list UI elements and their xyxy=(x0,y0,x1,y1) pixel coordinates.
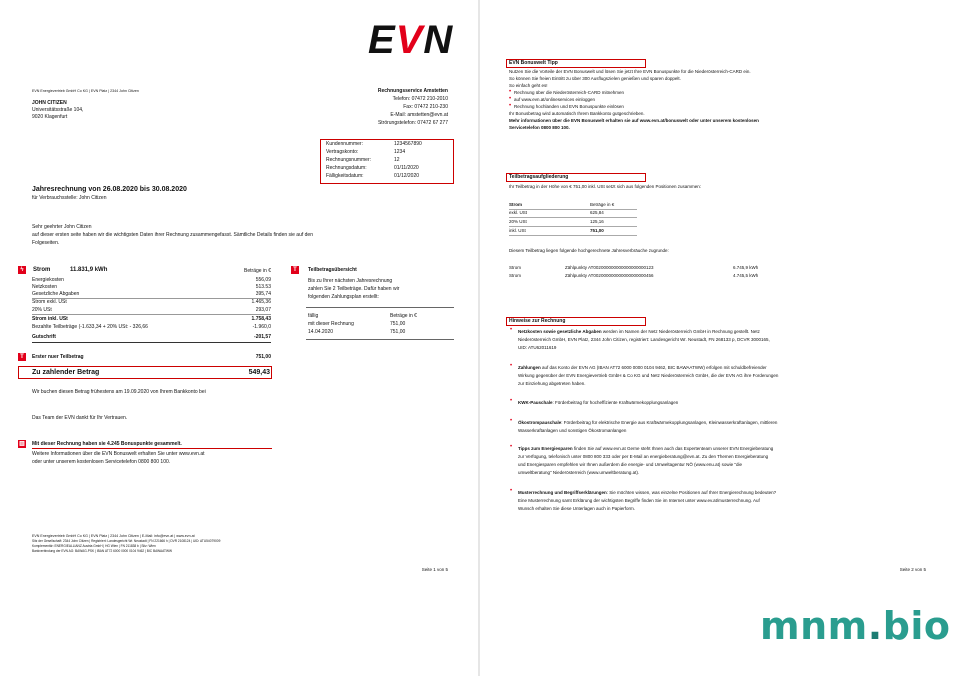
bonus-underline xyxy=(32,448,272,449)
hinweis-line: zur Verfügung, telefonisch unter 0800 800 333 oder per E-Mail an energieberatung@evn.at. Zu den Themen Energieberatung xyxy=(518,454,769,459)
partial-overview-text: folgenden Zahlungsplan erstellt: xyxy=(308,294,379,300)
teilbetrag-row-value: 625,84 xyxy=(590,210,604,215)
info-label-4: Fälligkeitsdatum: xyxy=(326,173,364,179)
info-value-3: 01/11/2020 xyxy=(394,165,419,171)
info-label-1: Vertragskonto: xyxy=(326,149,359,155)
teilbetrag-head-label: Strom xyxy=(509,202,523,207)
meter-point: Zählpunkty AT002000000000000000000456 xyxy=(565,273,654,278)
strom-row-label: Gutschrift xyxy=(32,334,56,340)
gift-icon: ▥ xyxy=(19,441,25,447)
intro-line-2: Folgeseiten. xyxy=(32,240,60,246)
service-title: Rechnungsservice Amstetten xyxy=(377,88,448,94)
hinweis-line: Niederösterreich GmbH, EVN Platz, 2344 John Citizen, registriert: Landesgericht Wr. Neustadt, FN 268133 p, DCVR 3000165, xyxy=(518,337,770,342)
bonus-tipp-line: Nutzen Sie die Vorteile der EVN Bonuswelt und lösen Sie jetzt Ihre EVN Bonuspunkte für die Niederösterreich-CARD ein. xyxy=(509,69,751,74)
bonus-tipp-bold: Servicetelefon 0800 800 100. xyxy=(509,125,570,130)
strom-row-value: 1.465,36 xyxy=(251,299,271,305)
strom-row-label: Strom inkl. USt xyxy=(32,316,68,322)
bullet-icon: • xyxy=(510,327,513,333)
teilbetrag-row-label: inkl. USt xyxy=(509,228,526,233)
divider xyxy=(32,298,271,299)
info-value-1: 1234 xyxy=(394,149,406,155)
first-partial-label: Erster nuer Teilbetrag xyxy=(32,354,84,360)
bonus-tipp-bullet: Rechnung über die Niederösterreich-CARD mitnehmen xyxy=(514,90,625,95)
footer-line: Bankverbindung der EVN AG: BAWAG-PSK | IBAN AT72 6000 0000 0104 9462 | BIC BAWAATWW xyxy=(32,549,172,553)
bonus-title: Mit dieser Rechnung haben sie 4.245 Bonuspunkte gesammelt. xyxy=(32,441,182,447)
divider xyxy=(32,314,271,315)
info-label-3: Rechnungsdatum: xyxy=(326,165,367,171)
hinweis-line: zur Einziehung abgetreten haben. xyxy=(518,381,586,386)
bonus-tipp-bullet: auf www.evn.at/onlineservices einloggen xyxy=(514,97,596,102)
partial-row-label: 14.04.2020 xyxy=(308,329,334,335)
bullet-icon: • xyxy=(510,363,513,369)
page-number: Seite 2 von 5 xyxy=(899,567,926,572)
partial-row-value: 751,00 xyxy=(390,329,406,335)
hinweis-line: UID: ATU62011619 xyxy=(518,345,557,350)
recipient-city: 9020 Klagenfurt xyxy=(32,114,68,120)
partial-overview-icon: T xyxy=(291,266,299,274)
strom-row-value: 556,09 xyxy=(255,277,271,283)
hinweise-title: Hinweise zur Rechnung xyxy=(509,318,566,324)
hinweis-item: Musterrechnung und Begriffserklärungen: Sie möchten wissen, was einzelne Positionen auf Ihrer Energierechnung bedeuten? xyxy=(518,490,777,495)
teilbetrag-row-label: exkl. USt xyxy=(509,210,528,215)
strom-row-label: Bezahlte Teilbeträge (-1.633,34 + 20% USt: - 326,66 xyxy=(32,324,148,330)
teilbetrag-row-value: 751,00 xyxy=(590,228,604,233)
evn-logo: EVN xyxy=(368,18,454,62)
divider xyxy=(509,235,637,236)
strom-row-label: Gesetzliche Abgaben xyxy=(32,291,80,297)
recipient-name: JOHN CITIZEN xyxy=(32,100,67,106)
strom-label: Strom xyxy=(33,267,51,273)
hinweis-item: Zahlungen auf das Konto der EVN AG (IBAN AT72 6000 0000 0104 9462, BIC BAWAATWW) erfolgen mit schuldbefreiender xyxy=(518,365,767,370)
bonus-text: oder unter unserem kostenlosen Servicetelefon 0800 800 100. xyxy=(32,459,171,465)
divider xyxy=(509,217,637,218)
bonus-tipp-line: So können Sie freien Eintritt zu über 300 Ausflugszielen genießen und sparen doppelt. xyxy=(509,76,681,81)
divider xyxy=(509,226,637,227)
watermark-logo: mnm.bio xyxy=(760,604,951,648)
service-fault-phone: Strörungstelefon: 07472 67 277 xyxy=(377,120,448,126)
bonus-tipp-bullet: Rechnung hochlanden und EVN Bonuspunkte einlösen xyxy=(514,104,624,109)
strom-kwh: 11.831,9 kWh xyxy=(70,267,108,273)
bullet-icon: • xyxy=(510,488,513,494)
bullet-icon: • xyxy=(509,103,512,109)
invoice-page-2 xyxy=(480,0,956,676)
partial-overview-title: Teilbetragsübersicht xyxy=(308,267,357,273)
meter-point: Zählpunkty AT002000000000000000000123 xyxy=(565,265,654,270)
service-fax: Fax: 07472 210-230 xyxy=(403,104,448,110)
page-number: Seite 1 von 5 xyxy=(421,567,448,572)
bonus-text: Weitere Informationen über die EVN Bonuswelt erhalten Sie unter www.evn.at xyxy=(32,451,205,457)
strom-row-value: 1.758,43 xyxy=(251,316,271,322)
service-email: E-Mail: amstetten@evn.at xyxy=(390,112,448,118)
bullet-icon: • xyxy=(510,444,513,450)
recipient-street: Universitätsstraße 104, xyxy=(32,107,84,113)
bullet-icon: • xyxy=(510,418,513,424)
greeting: Sehr geehrter John Citizen xyxy=(32,224,92,230)
hinweis-item: KWK-Pauschale: Förderbeitrag für hocheffiziente Kraftwärmekopplungsanlagen xyxy=(518,400,679,405)
strom-row-value: 395,74 xyxy=(255,291,271,297)
debit-note: Wir buchen diesen Betrag frühestens am 19.09.2020 von Ihrem Bankkonto bei xyxy=(32,389,206,395)
divider xyxy=(32,342,271,343)
sender-line: EVN Energievertrieb GmbH Co KG | EVN Platz | 2344 John Citizen xyxy=(32,89,139,93)
thanks-note: Das Team der EVN dankt für Ihr Vertrauen. xyxy=(32,415,128,421)
teilbetrag-head-value: Beträge in € xyxy=(590,202,615,207)
strom-row-label: Strom exkl. USt xyxy=(32,299,67,305)
hinweis-item: Netzkosten sowie gesetzliche Abgaben werden im Namen der Netz Niederösterreich GmbH in Rechnung gestellt. Netz xyxy=(518,329,760,334)
hinweis-item: Tipps zum Energiesparen finden Sie auf www.evn.at Gerne steht Ihnen auch das Expertenteam unserer EVN Energieberatung xyxy=(518,446,774,451)
partial-col-due: fällig xyxy=(308,313,319,319)
hinweis-line: Eine Musterrechnung samt Erklärung der wichtigsten Begriffe finden Sie im Internet unter www.ev.at/musterrechnung. Auf xyxy=(518,498,760,503)
strom-row-label: 20% USt xyxy=(32,307,52,313)
forecast-text: Diesem Teilbetrag liegen folgende hochgerechnete Jahresverbräuche zugrunde: xyxy=(509,248,669,253)
info-label-2: Rechnungsnummer: xyxy=(326,157,372,163)
info-value-0: 1234567890 xyxy=(394,141,422,147)
bonus-tipp-after: Ihr Bonusbetrag wird automatisch Ihrem Bankkonto gutgeschrieben. xyxy=(509,111,645,116)
hinweis-line: Wunsch erhalten Sie diese Unterlagen auch in Papierform. xyxy=(518,506,635,511)
meter-type: Strom xyxy=(509,273,522,278)
bonus-tipp-title: EVN Bonuswelt Tipp xyxy=(509,60,558,66)
divider xyxy=(306,339,454,340)
teilbetrag-row-label: 20% USt xyxy=(509,219,527,224)
strom-row-label: Netzkosten xyxy=(32,284,58,290)
teilbetrag-title: Teilbetragsaufgliederung xyxy=(509,174,569,180)
hinweis-item: Ökostrompauschale: Förderbeitrag für elektrische Energie aus Kraftwärmekopplungsanlagen, Kleinwasserkraftanlagen, mittleren xyxy=(518,420,778,425)
meter-type: Strom xyxy=(509,265,522,270)
hinweis-line: Wasserkraftanlagen und sonstigen Ökostromanlangen xyxy=(518,428,627,433)
teilbetrag-intro: Ihr Teilbetrag in der Höhe von € 751,00 inkl. USt setzt sich aus folgenden Positionen zusammen: xyxy=(509,184,702,189)
divider xyxy=(509,209,637,210)
strom-row-value: -201,57 xyxy=(254,334,271,340)
partial-overview-text: Bis zu Ihrer nächsten Jahresrechnung xyxy=(308,278,393,284)
partial-overview-text: zahlen Sie 2 Teilbeträge. Dafür haben wir xyxy=(308,286,400,292)
hinweis-line: und Energiesparen empfehlen wir Ihnen außerdem die energie- und Umweltagentur NÖ (www.enu.at) sowie "die xyxy=(518,462,742,467)
footer-line: EVN Energievertrieb GmbH Co KG | EVN Platz | 2344 John Citizen | E-Mail: info@evn.at | www.evn.at xyxy=(32,534,195,538)
total-label: Zu zahlender Betrag xyxy=(32,369,100,376)
hinweis-line: Wirkung gegenüber der EVN Energievertrieb GmbH & Co KG und Netz Niederösterreich GmbH, die der EVN AG ihre Forderungen xyxy=(518,373,779,378)
footer-line: Komplementär: ENERGIEALLIANZ Austria GmbH | HG Wien | FN 211838 b | Sitz: Wien xyxy=(32,544,156,548)
meter-kwh: 6.745,9 kWh xyxy=(733,265,759,270)
partial-payment-icon: T xyxy=(18,353,26,361)
divider xyxy=(306,307,454,308)
footer-line: Sitz der Gesellschaft: 2344 John Citizen | Registriert: Landesgericht Wr. Neustadt | FN 221666 h | DVR 2108124 | UID: ATU54079009 xyxy=(32,539,221,543)
partial-row-value: 751,00 xyxy=(390,321,406,327)
bonus-tipp-bold: Mehr informationen über die EVN Bonuswelt erhalten sie auf www.evn.at/bonuswelt oder unter unserem kostenlosen xyxy=(509,118,759,123)
meter-kwh: 4.745,5 kWh xyxy=(733,273,759,278)
hinweis-line: umweltberatung" Niederösterreich (www.umweltberatung.at). xyxy=(518,470,640,475)
partial-col-amount: Beträge in € xyxy=(390,313,417,319)
info-value-2: 12 xyxy=(394,157,400,163)
bullet-icon: • xyxy=(510,398,513,404)
teilbetrag-row-value: 125,16 xyxy=(590,219,604,224)
strom-row-value: 513.53 xyxy=(255,284,271,290)
service-phone: Telefon: 07472 210-2010 xyxy=(392,96,448,102)
bonus-tipp-line: So einfach geht es! xyxy=(509,83,548,88)
info-value-4: 01/12/2020 xyxy=(394,173,420,179)
intro-line-1: auf dieser ersten seite haben wir die wichtigsten Daten ihrer Rechnung zusammengefasst. Sämtliche Details finden sie auf den xyxy=(32,232,313,238)
info-label-0: Kundennummer: xyxy=(326,141,363,147)
strom-row-value: 293,07 xyxy=(255,307,271,313)
partial-row-label: mit dieser Rechnung xyxy=(308,321,354,327)
strom-amount-header: Beträge in € xyxy=(244,268,271,274)
invoice-subtitle: für Verbrauchsstelle: John Citizen xyxy=(32,195,107,201)
lightning-icon: ϟ xyxy=(18,266,26,274)
total-value: 549,43 xyxy=(248,369,270,376)
bullet-icon: • xyxy=(509,89,512,95)
strom-row-value: -1.960,0 xyxy=(252,324,271,330)
first-partial-value: 751,00 xyxy=(255,354,271,360)
strom-row-label: Energiekosten xyxy=(32,277,64,283)
invoice-title: Jahresrechnung von 26.08.2020 bis 30.08.2020 xyxy=(32,186,187,193)
bullet-icon: • xyxy=(509,96,512,102)
